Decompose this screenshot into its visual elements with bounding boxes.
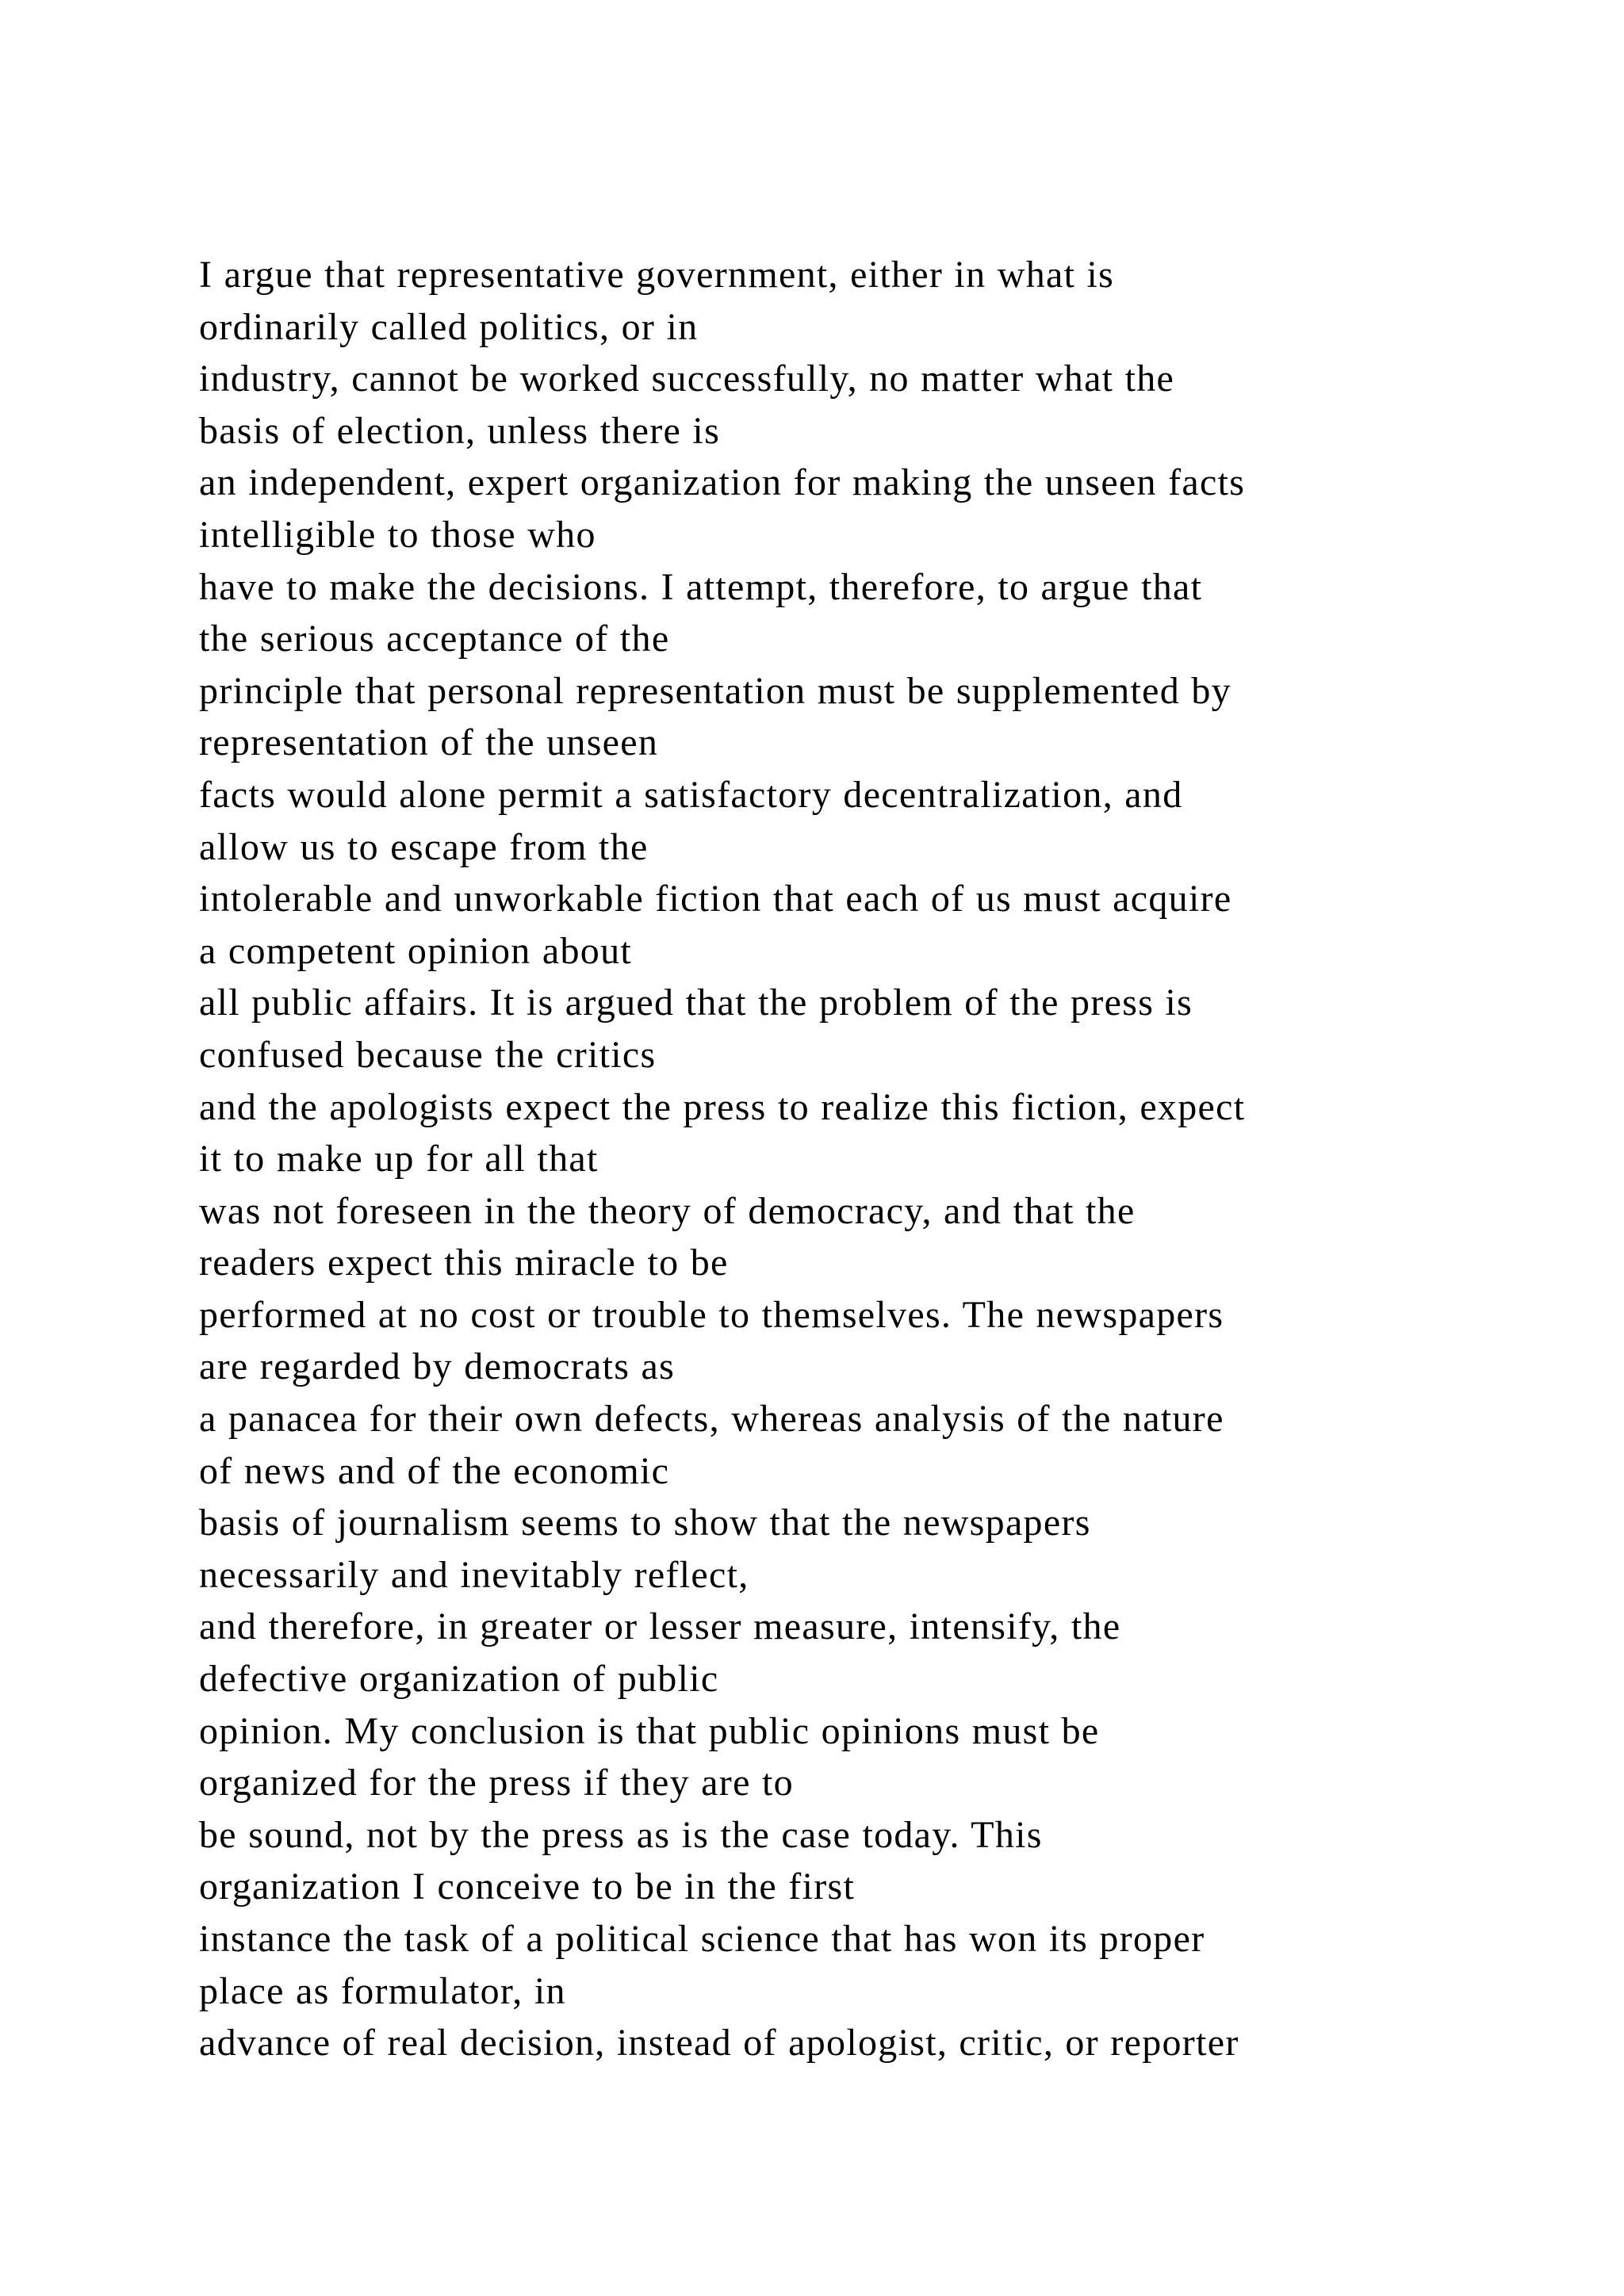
text-line: have to make the decisions. I attempt, therefore, to argue that xyxy=(199,565,1203,608)
body-text xyxy=(199,249,1563,2069)
text-line: intelligible to those who xyxy=(199,513,596,556)
text-line: are regarded by democrats as xyxy=(199,1345,676,1388)
text-line: facts would alone permit a satisfactory decentralization, and xyxy=(199,773,1183,816)
text-line: be sound, not by the press as is the case today. This xyxy=(199,1813,1043,1856)
text-line: and the apologists expect the press to realize this fiction, expect xyxy=(199,1085,1246,1128)
text-line: industry, cannot be worked successfully, no matter what the xyxy=(199,358,1175,400)
text-line: the serious acceptance of the xyxy=(199,618,670,660)
text-line: allow us to escape from the xyxy=(199,825,649,868)
text-line: a competent opinion about xyxy=(199,929,633,972)
text-line: a panacea for their own defects, whereas analysis of the nature xyxy=(199,1398,1224,1441)
text-line: it to make up for all that xyxy=(199,1138,599,1181)
text-line: place as formulator, in xyxy=(199,1969,566,2012)
text-line: was not foreseen in the theory of democracy, and that the xyxy=(199,1189,1136,1232)
text-line: organization I conceive to be in the first xyxy=(199,1866,856,1908)
text-line: advance of real decision, instead of apologist, critic, or reporter xyxy=(199,2022,1239,2064)
text-line: basis of journalism seems to show that the newspapers xyxy=(199,1502,1091,1544)
text-line: I argue that representative government, either in what is xyxy=(199,254,1115,296)
text-line: necessarily and inevitably reflect, xyxy=(199,1553,749,1596)
text-line: readers expect this miracle to be xyxy=(199,1242,729,1284)
text-line: ordinarily called politics, or in xyxy=(199,305,699,348)
text-line: confused because the critics xyxy=(199,1033,657,1076)
text-line: basis of election, unless there is xyxy=(199,409,721,452)
text-line: intolerable and unworkable fiction that each of us must acquire xyxy=(199,878,1232,920)
text-line: defective organization of public xyxy=(199,1658,719,1701)
text-line: all public affairs. It is argued that the problem of the press is xyxy=(199,982,1193,1024)
text-line: representation of the unseen xyxy=(199,721,659,764)
text-line: principle that personal representation must be supplemented by xyxy=(199,669,1231,712)
text-line: performed at no cost or trouble to themselves. The newspapers xyxy=(199,1293,1224,1336)
text-line: organized for the press if they are to xyxy=(199,1762,794,1804)
text-line: opinion. My conclusion is that public opinions must be xyxy=(199,1709,1100,1752)
text-line: instance the task of a political science that has won its proper xyxy=(199,1918,1205,1960)
text-line: of news and of the economic xyxy=(199,1449,670,1492)
text-line: and therefore, in greater or lesser measure, intensify, the xyxy=(199,1605,1121,1648)
text-line: an independent, expert organization for making the unseen facts xyxy=(199,461,1246,504)
